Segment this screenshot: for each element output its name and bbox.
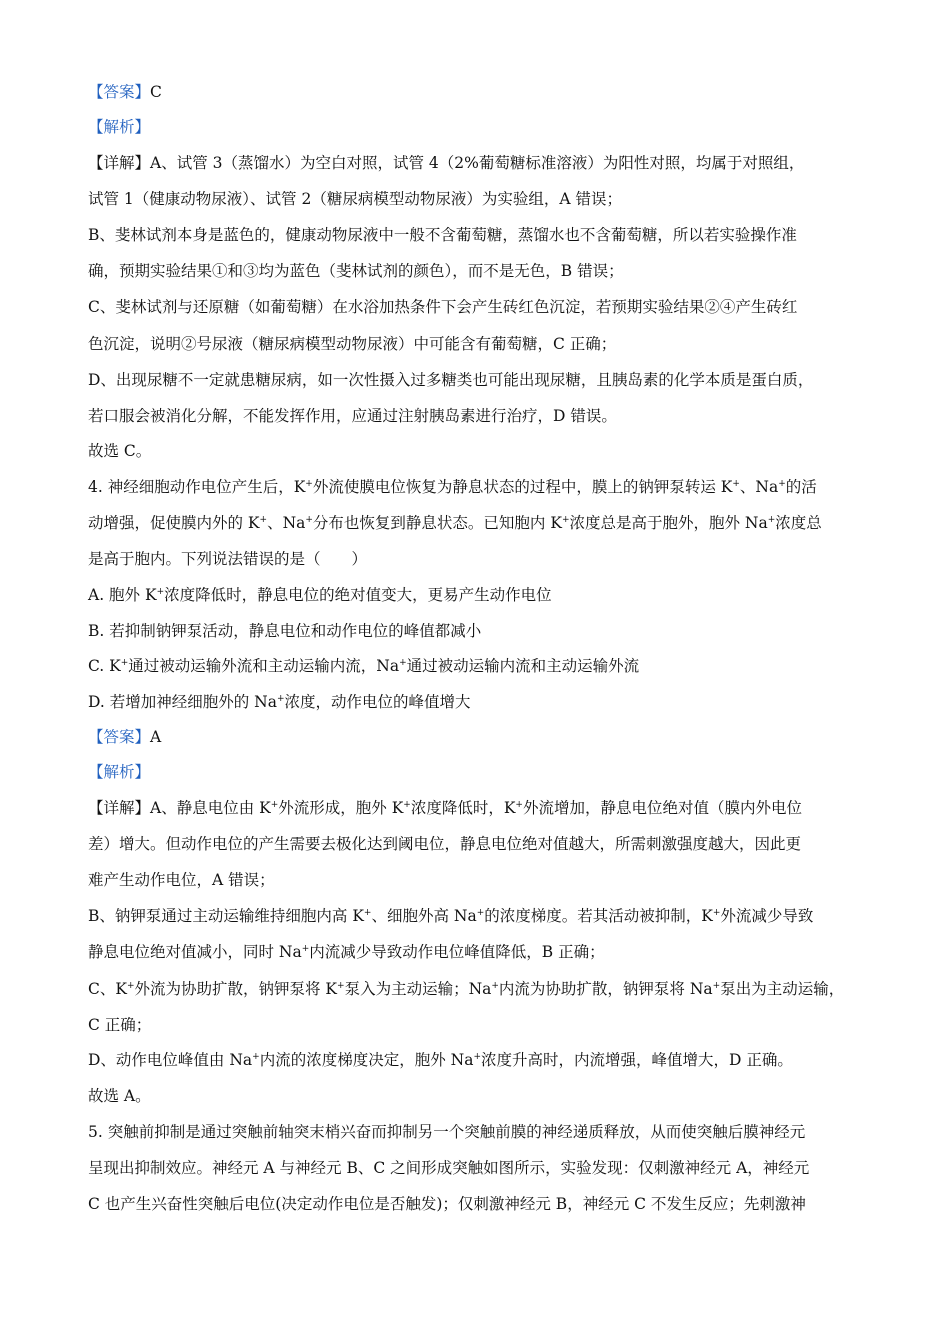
q3-detail-line-4: 确，预期实验结果①和③均为蓝色（斐林试剂的颜色），而不是无色，B 错误；: [88, 262, 624, 280]
q3-detail-line-5: C、斐林试剂与还原糖（如葡萄糖）在水浴加热条件下会产生砖红色沉淀，若预期实验结果②④产生砖红: [88, 298, 798, 316]
q4-detail-line-5: 静息电位绝对值减小，同时 Na+内流减少导致动作电位峰值降低，B 正确；: [88, 943, 605, 961]
q5-stem-line-3: C 也产生兴奋性突触后电位(决定动作电位是否触发)；仅刺激神经元 B，神经元 C 不发生反应；先刺激神: [88, 1195, 806, 1213]
q3-detail-line-2: 试管 1（健康动物尿液）、试管 2（糖尿病模型动物尿液）为实验组，A 错误；: [88, 190, 622, 208]
q4-option-c: C. K+通过被动运输外流和主动运输内流，Na+通过被动运输内流和主动运输外流: [88, 657, 640, 675]
q4-option-d: D. 若增加神经细胞外的 Na+浓度，动作电位的峰值增大: [88, 693, 471, 711]
q3-detail-line-1: 【详解】A、试管 3（蒸馏水）为空白对照，试管 4（2%葡萄糖标准溶液）为阳性对照，均属于对照组，: [88, 154, 805, 172]
q4-detail-line-7: C 正确；: [88, 1016, 152, 1034]
answer-tag: 【答案】: [88, 83, 151, 101]
q4-stem-line-1: 4. 神经细胞动作电位产生后，K+外流使膜电位恢复为静息状态的过程中，膜上的钠钾泵转运 K+、Na+的活: [88, 478, 817, 496]
q3-answer-line: [88, 82, 868, 102]
answer-tag: 【答案】: [88, 728, 151, 746]
q4-detail-line-8: D、动作电位峰值由 Na+内流的浓度梯度决定，胞外 Na+浓度升高时，内流增强，峰值增大，D 正确。: [88, 1051, 793, 1069]
q4-detail-line-1: 【详解】A、静息电位由 K+外流形成，胞外 K+浓度降低时，K+外流增加，静息电位绝对值（膜内外电位: [88, 799, 802, 817]
answer-value: A: [150, 728, 162, 746]
q4-detail-line-4: B、钠钾泵通过主动运输维持细胞内高 K+、细胞外高 Na+的浓度梯度。若其活动被抑制，K+外流减少导致: [88, 907, 814, 925]
q4-option-b: B. 若抑制钠钾泵活动，静息电位和动作电位的峰值都减小: [88, 622, 482, 640]
q3-detail-line-6: 色沉淀，说明②号尿液（糖尿病模型动物尿液）中可能含有葡萄糖，C 正确；: [88, 335, 617, 353]
detail-tag: 【详解】: [88, 799, 151, 817]
q4-answer-line: [88, 727, 868, 747]
q4-detail-line-3: 难产生动作电位，A 错误；: [88, 871, 275, 889]
q3-detail-line-7: D、出现尿糖不一定就患糖尿病，如一次性摄入过多糖类也可能出现尿糖，且胰岛素的化学本质是蛋白质，: [88, 371, 814, 389]
q4-detail-line-2: 差）增大。但动作电位的产生需要去极化达到阈电位，静息电位绝对值越大，所需刺激强度越大，因此更: [88, 835, 802, 853]
detail-tag: 【详解】: [88, 154, 151, 172]
q4-stem-line-2: 动增强，促使膜内外的 K+、Na+分布也恢复到静息状态。已知胞内 K+浓度总是高于胞外，胞外 Na+浓度总: [88, 514, 822, 532]
q5-stem-line-2: 呈现出抑制效应。神经元 A 与神经元 B、C 之间形成突触如图所示，实验发现：仅刺激神经元 A，神经元: [88, 1159, 810, 1177]
q5-stem-line-1: 5. 突触前抑制是通过突触前轴突末梢兴奋而抑制另一个突触前膜的神经递质释放，从而使突触后膜神经元: [88, 1123, 806, 1141]
q4-conclusion: 故选 A。: [88, 1087, 151, 1105]
q4-stem-line-3: 是高于胞内。下列说法错误的是（ ）: [88, 550, 368, 568]
q3-analysis-tag: 【解析】: [88, 118, 151, 136]
q4-detail-line-6: C、K+外流为协助扩散，钠钾泵将 K+泵入为主动运输；Na+内流为协助扩散，钠钾泵将 Na+泵出为主动运输，: [88, 980, 845, 998]
q4-option-a: A. 胞外 K+浓度降低时，静息电位的绝对值变大，更易产生动作电位: [88, 586, 552, 604]
q3-conclusion: 故选 C。: [88, 442, 152, 460]
q4-analysis-tag: 【解析】: [88, 763, 151, 781]
q3-detail-line-3: B、斐林试剂本身是蓝色的，健康动物尿液中一般不含葡萄糖，蒸馏水也不含葡萄糖，所以若实验操作准: [88, 226, 797, 244]
answer-value: C: [150, 83, 162, 101]
q3-detail-line-8: 若口服会被消化分解，不能发挥作用，应通过注射胰岛素进行治疗，D 错误。: [88, 407, 617, 425]
